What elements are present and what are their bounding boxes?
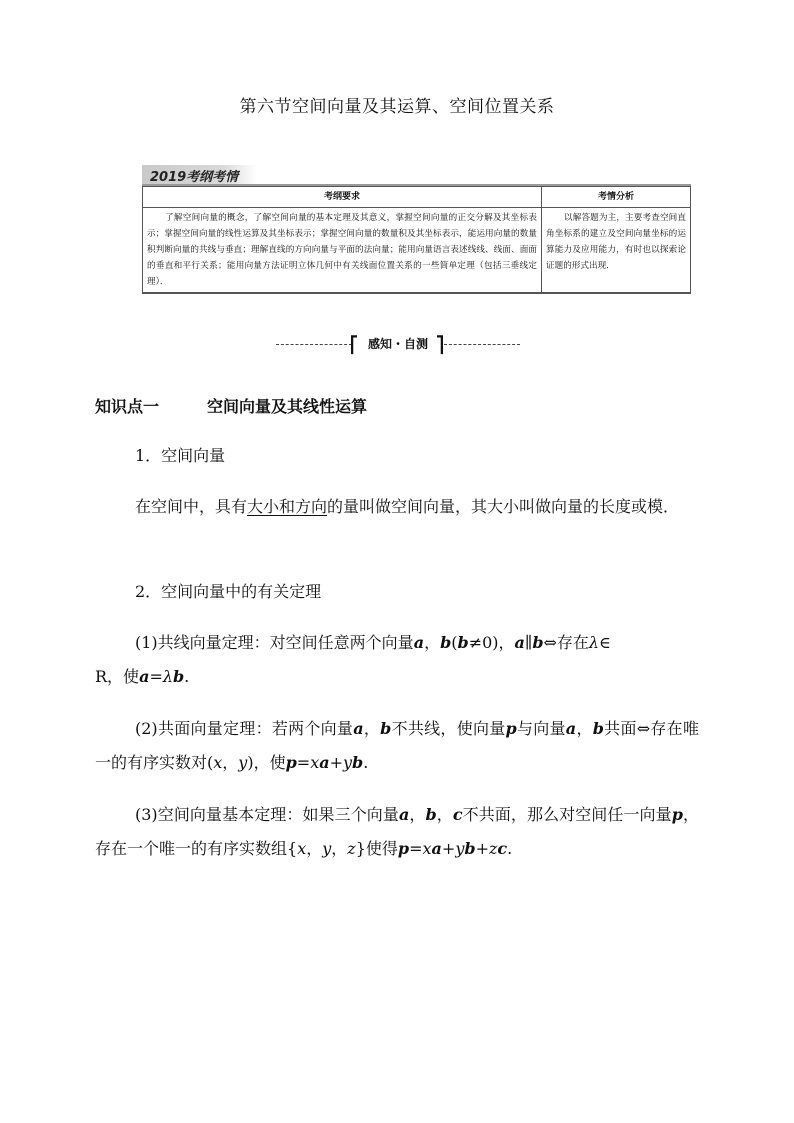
table-row bbox=[143, 208, 691, 294]
page-title: 第六节空间向量及其运算、空间位置关系 bbox=[239, 97, 555, 117]
section-label: 感知・自测 bbox=[367, 337, 428, 351]
badge-label: 2019考纲考情 bbox=[150, 170, 239, 185]
knowledge-point-title: 空间向量及其线性运算 bbox=[207, 397, 368, 416]
table-header-analysis: 考情分析 bbox=[542, 187, 691, 208]
requirement-cell: 了解空间向量的概念，了解空间向量的基本定理及其意义，掌握空间向量的正交分解及其坐标表示；掌握空间向量的线性运算及其坐标表示；掌握空间向量的数量积及其坐标表示，能运用向量的数量积判断向量的共线与垂直；理解直线的方向向量与平面的法向量；能用向量语言表述线线、线面、面面的垂直和平行关系；能用向量方法证明立体几何中有关线面位置关系的一些简单定理（包括三垂线定理）． bbox=[143, 208, 542, 294]
collinear-theorem: (1)共线向量定理：对空间任意两个向量a，b(b≠0)，a∥b⇔存在λ∈ R，使a=λb. bbox=[95, 633, 611, 686]
coplanar-theorem: (2)共面向量定理：若两个向量a，b不共线，使向量p与向量a，b共面⇔存在唯一的有序实数对(x，y)，使p=xa+yb. bbox=[95, 719, 699, 772]
analysis-cell: 以解答题为主，主要考查空间直角坐标系的建立及空间向量坐标的运算能力及应用能力，有时也以探索论证题的形式出现． bbox=[542, 208, 691, 294]
bracket-left-icon: ⎡ bbox=[350, 335, 358, 354]
divider-dash-left bbox=[276, 344, 352, 345]
underlined-term: 大小和方向 bbox=[247, 497, 328, 516]
divider-dash-right bbox=[444, 344, 520, 345]
knowledge-point-heading bbox=[95, 394, 367, 417]
exam-outline-badge bbox=[142, 165, 257, 185]
section-divider bbox=[276, 334, 520, 356]
basis-theorem: (3)空间向量基本定理：如果三个向量a，b，c不共面，那么对空间任一向量p，存在一个唯一的有序实数组{x，y，z}使得p=xa+yb+zc. bbox=[95, 805, 699, 858]
bracket-right-icon: ⎤ bbox=[436, 335, 444, 354]
item-2-heading: 2．空间向量中的有关定理 bbox=[135, 582, 322, 601]
exam-outline-table bbox=[142, 186, 691, 294]
knowledge-point-number: 知识点一 bbox=[95, 397, 160, 416]
table-header-row bbox=[143, 187, 691, 208]
item-1-heading: 1．空间向量 bbox=[135, 446, 226, 465]
definition-paragraph: 在空间中，具有大小和方向的量叫做空间向量，其大小叫做向量的长度或模． bbox=[135, 497, 680, 516]
table-header-requirement: 考纲要求 bbox=[143, 187, 542, 208]
